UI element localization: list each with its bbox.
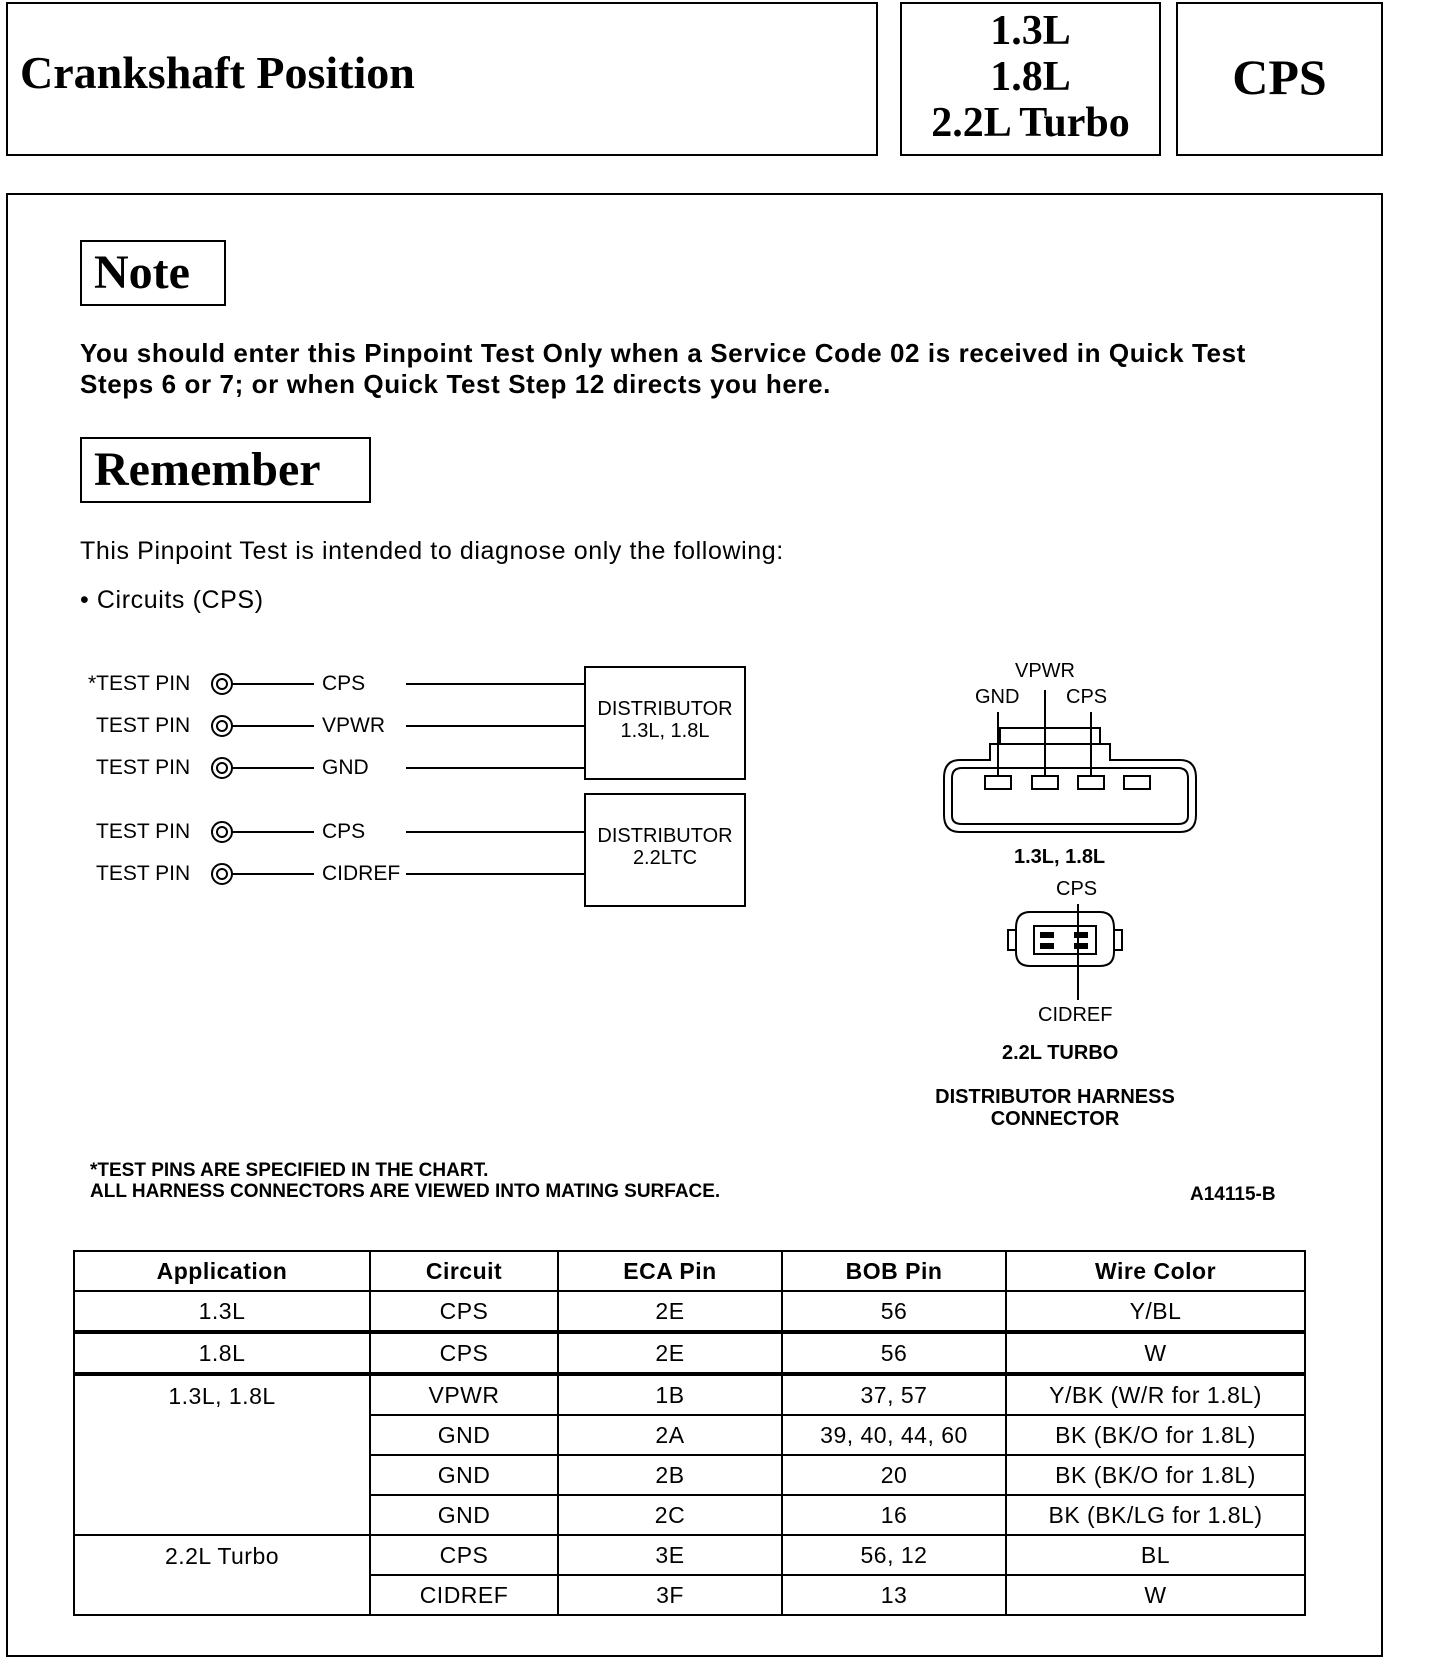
header-wire-color: Wire Color bbox=[1006, 1251, 1305, 1291]
cell-eca-pin: 2E bbox=[558, 1291, 782, 1332]
cell-eca-pin: 1B bbox=[558, 1374, 782, 1415]
cell-wire-color: W bbox=[1006, 1332, 1305, 1374]
table-row bbox=[74, 1291, 1305, 1332]
harness-caption bbox=[920, 1086, 1190, 1130]
cell-eca-pin: 3F bbox=[558, 1575, 782, 1615]
test-pin-3-circuit: GND bbox=[322, 756, 369, 779]
cell-wire-color: Y/BL bbox=[1006, 1291, 1305, 1332]
footnote-line2: ALL HARNESS CONNECTORS ARE VIEWED INTO MATING SURFACE. bbox=[90, 1181, 721, 1202]
engine-2: 1.8L bbox=[990, 54, 1071, 100]
cell-application: 2.2L Turbo bbox=[74, 1535, 370, 1615]
engine-1: 1.3L bbox=[990, 8, 1071, 54]
test-pin-2-circle bbox=[212, 716, 232, 736]
page-title: Crankshaft Position bbox=[20, 47, 415, 98]
cell-bob-pin: 56, 12 bbox=[782, 1535, 1006, 1575]
test-pin-4-circuit: CPS bbox=[322, 820, 366, 843]
cell-bob-pin: 20 bbox=[782, 1455, 1006, 1495]
cell-eca-pin: 2C bbox=[558, 1495, 782, 1535]
test-pin-5-label: TEST PIN bbox=[96, 862, 191, 885]
note-text: You should enter this Pinpoint Test Only when a Service Code 02 is received in Quick Test Steps 6 or 7; or when Quick Test Step 12 directs you here. bbox=[80, 338, 1246, 399]
cell-eca-pin: 2A bbox=[558, 1415, 782, 1455]
cell-bob-pin: 39, 40, 44, 60 bbox=[782, 1415, 1006, 1455]
remember-bullet: • Circuits (CPS) bbox=[80, 586, 264, 614]
test-pin-1-label: *TEST PIN bbox=[88, 672, 191, 695]
cell-application: 1.8L bbox=[74, 1332, 370, 1374]
cell-circuit: CIDREF bbox=[370, 1575, 558, 1615]
cell-eca-pin: 2B bbox=[558, 1455, 782, 1495]
test-pin-2-label: TEST PIN bbox=[96, 714, 191, 737]
cell-wire-color: BK (BK/LG for 1.8L) bbox=[1006, 1495, 1305, 1535]
test-pin-5-circuit: CIDREF bbox=[322, 862, 401, 885]
cell-circuit: VPWR bbox=[370, 1374, 558, 1415]
distributor-2-label bbox=[587, 825, 743, 869]
section-code: CPS bbox=[1232, 49, 1327, 105]
connector-1-gnd: GND bbox=[975, 686, 1020, 708]
cell-circuit: CPS bbox=[370, 1332, 558, 1374]
harness-caption-line2: CONNECTOR bbox=[990, 1108, 1120, 1130]
test-pin-3-label: TEST PIN bbox=[96, 756, 191, 779]
test-pin-3-circle bbox=[212, 758, 232, 778]
connector-1-outline bbox=[944, 744, 1196, 832]
engine-3: 2.2L Turbo bbox=[931, 100, 1130, 146]
cell-circuit: CPS bbox=[370, 1291, 558, 1332]
test-pin-1-circuit: CPS bbox=[322, 672, 366, 695]
table-row bbox=[74, 1374, 1305, 1415]
cell-wire-color: Y/BK (W/R for 1.8L) bbox=[1006, 1374, 1305, 1415]
cell-bob-pin: 37, 57 bbox=[782, 1374, 1006, 1415]
connector-2-outline bbox=[1016, 912, 1114, 966]
distributor-1-label bbox=[587, 698, 743, 742]
header-circuit: Circuit bbox=[370, 1251, 558, 1291]
figure-id: A14115-B bbox=[1190, 1184, 1276, 1205]
header-bob-pin: BOB Pin bbox=[782, 1251, 1006, 1291]
distributor-2-line1: DISTRIBUTOR bbox=[597, 825, 733, 847]
cell-bob-pin: 56 bbox=[782, 1332, 1006, 1374]
test-pin-4-label: TEST PIN bbox=[96, 820, 191, 843]
connector-1-cps: CPS bbox=[1066, 686, 1108, 708]
cell-bob-pin: 56 bbox=[782, 1291, 1006, 1332]
connector-2-cps: CPS bbox=[1056, 878, 1098, 900]
cell-bob-pin: 16 bbox=[782, 1495, 1006, 1535]
test-pin-1-circle bbox=[212, 674, 232, 694]
table-row bbox=[74, 1535, 1305, 1575]
cell-eca-pin: 2E bbox=[558, 1332, 782, 1374]
header-application: Application bbox=[74, 1251, 370, 1291]
cell-wire-color: BL bbox=[1006, 1535, 1305, 1575]
note-heading: Note bbox=[94, 246, 190, 299]
connector-2-cidref: CIDREF bbox=[1038, 1004, 1113, 1026]
connector-2-caption: 2.2L TURBO bbox=[1002, 1042, 1119, 1064]
test-pin-4-circle bbox=[212, 822, 232, 842]
cell-circuit: CPS bbox=[370, 1535, 558, 1575]
cell-application: 1.3L bbox=[74, 1291, 370, 1332]
distributor-1-line2: 1.3L, 1.8L bbox=[620, 720, 710, 742]
footnote-line1: *TEST PINS ARE SPECIFIED IN THE CHART. bbox=[90, 1160, 489, 1181]
test-pin-5-circle bbox=[212, 864, 232, 884]
cell-bob-pin: 13 bbox=[782, 1575, 1006, 1615]
harness-caption-line1: DISTRIBUTOR HARNESS bbox=[935, 1086, 1175, 1108]
cell-circuit: GND bbox=[370, 1455, 558, 1495]
test-pin-2-circuit: VPWR bbox=[322, 714, 385, 737]
cell-wire-color: BK (BK/O for 1.8L) bbox=[1006, 1415, 1305, 1455]
diagram-footnote bbox=[90, 1160, 720, 1202]
cell-application: 1.3L, 1.8L bbox=[74, 1374, 370, 1535]
table-header-row bbox=[74, 1251, 1305, 1291]
remember-intro: This Pinpoint Test is intended to diagnose only the following: bbox=[80, 537, 784, 565]
remember-heading: Remember bbox=[94, 443, 321, 496]
distributor-2-line2: 2.2LTC bbox=[632, 847, 698, 869]
header-eca-pin: ECA Pin bbox=[558, 1251, 782, 1291]
cell-wire-color: BK (BK/O for 1.8L) bbox=[1006, 1455, 1305, 1495]
pin-chart-table bbox=[73, 1250, 1306, 1616]
cell-circuit: GND bbox=[370, 1415, 558, 1455]
table-row bbox=[74, 1332, 1305, 1374]
cell-eca-pin: 3E bbox=[558, 1535, 782, 1575]
connector-1-vpwr: VPWR bbox=[1015, 660, 1075, 682]
cell-circuit: GND bbox=[370, 1495, 558, 1535]
distributor-1-line1: DISTRIBUTOR bbox=[597, 698, 733, 720]
cell-wire-color: W bbox=[1006, 1575, 1305, 1615]
connector-1-caption: 1.3L, 1.8L bbox=[1014, 846, 1106, 868]
